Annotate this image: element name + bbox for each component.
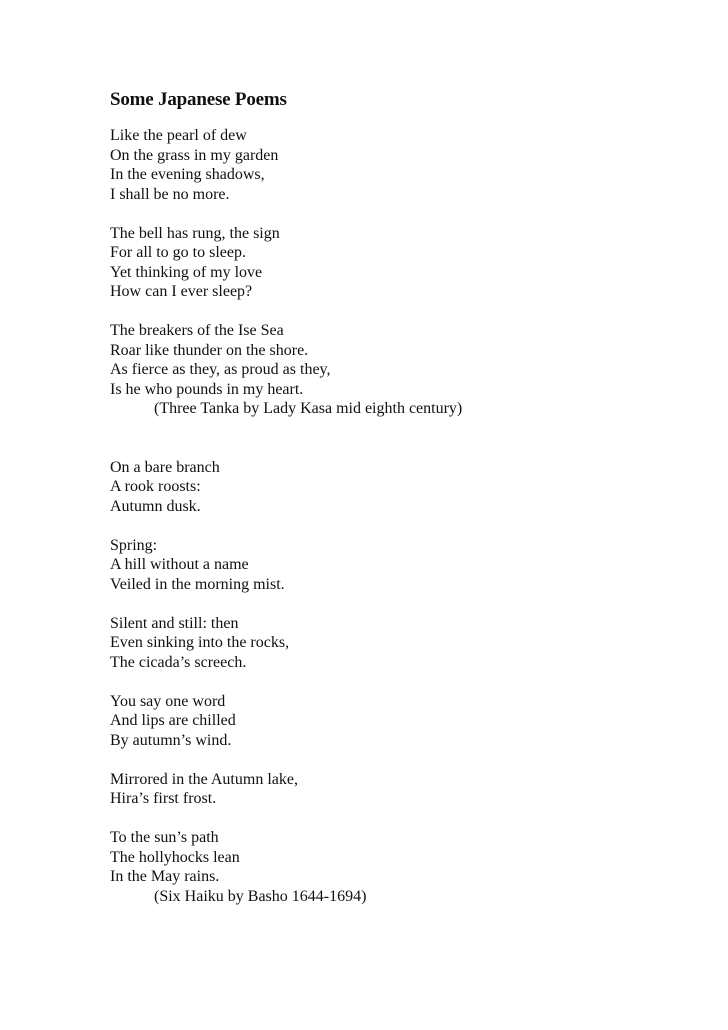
haiku-stanza-3 (110, 614, 670, 673)
poem-line: I shall be no more. (110, 185, 230, 203)
haiku-stanza-6 (110, 828, 670, 906)
tanka-credit: (Three Tanka by Lady Kasa mid eighth century) (154, 400, 463, 417)
tanka-stanza-2 (110, 224, 670, 302)
poem-line: In the May rains. (110, 868, 220, 885)
poem-line: The cicada’s screech. (110, 653, 247, 671)
poem-line: Autumn dusk. (110, 497, 201, 515)
poem-line: You say one word (110, 692, 226, 710)
poem-line: And lips are chilled (110, 712, 236, 729)
poem-line: Yet thinking of my love (110, 263, 263, 281)
poem-line: The bell has rung, the sign (110, 224, 280, 242)
poem-line: Spring: (110, 536, 158, 554)
poem-line: On a bare branch (110, 458, 220, 476)
poem-line: Is he who pounds in my heart. (110, 380, 304, 398)
haiku-stanza-2 (110, 536, 670, 595)
haiku-stanza-4 (110, 692, 670, 751)
page-title: Some Japanese Poems (110, 89, 287, 110)
poem-line: The breakers of the Ise Sea (110, 322, 284, 339)
poem-line: A rook roosts: (110, 478, 201, 495)
poem-line: For all to go to sleep. (110, 244, 246, 261)
poem-line: In the evening shadows, (110, 166, 265, 183)
poem-line: Even sinking into the rocks, (110, 634, 290, 651)
poem-line: Roar like thunder on the shore. (110, 341, 309, 359)
poem-line: Hira’s first frost. (110, 790, 217, 807)
poem-line: The hollyhocks lean (110, 848, 240, 866)
tanka-stanza-1 (110, 126, 670, 204)
poem-line: A hill without a name (110, 556, 249, 573)
poem-line: Like the pearl of dew (110, 127, 247, 144)
poem-line: Mirrored in the Autumn lake, (110, 770, 298, 788)
haiku-stanza-1 (110, 458, 670, 517)
document-page (110, 88, 670, 906)
poem-line: On the grass in my garden (110, 146, 279, 164)
haiku-stanza-5 (110, 770, 670, 809)
poem-line: To the sun’s path (110, 829, 219, 846)
poem-line: Veiled in the morning mist. (110, 575, 285, 593)
tanka-stanza-3 (110, 321, 670, 419)
poem-line: Silent and still: then (110, 614, 239, 632)
poem-line: As fierce as they, as proud as they, (110, 361, 331, 378)
haiku-credit: (Six Haiku by Basho 1644-1694) (154, 887, 367, 905)
poem-line: By autumn’s wind. (110, 731, 232, 749)
poem-line: How can I ever sleep? (110, 283, 253, 300)
